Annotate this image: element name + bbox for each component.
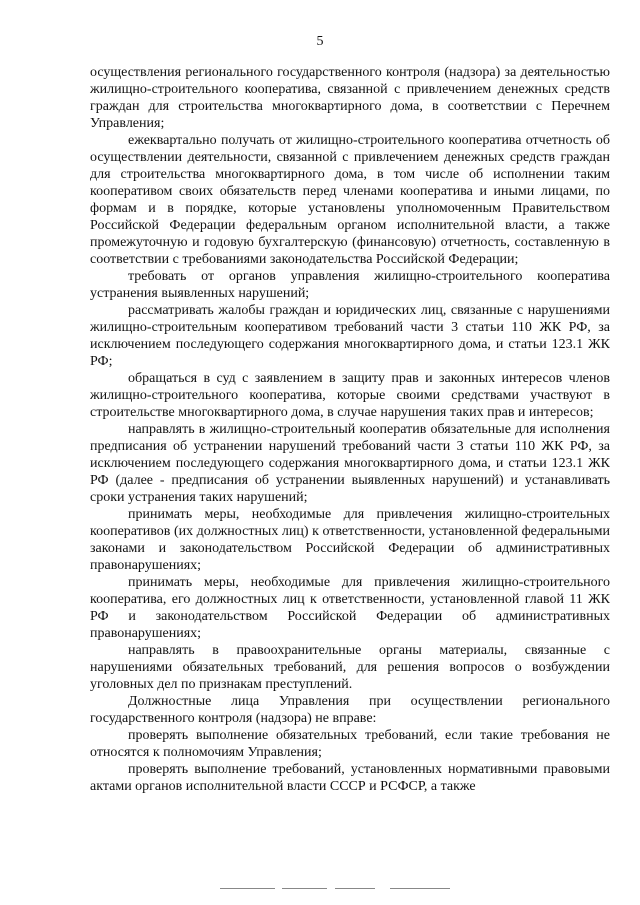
paragraph: осуществления регионального государственного контроля (надзора) за деятельностью жилищно-строительного кооператива, связанной с привлечением денежных средств граждан для строительства многоквартирного дома, в соответствии с Перечнем Управления; [90, 65, 610, 131]
paragraph: направлять в правоохранительные органы материалы, связанные с нарушениями обязательных требований, для решения вопросов о возбуждении уголовных дел по признакам преступлений. [90, 643, 610, 692]
page-number: 5 [316, 34, 324, 49]
document-body [90, 64, 610, 795]
paragraph: ежеквартально получать от жилищно-строительного кооператива отчетность об осуществлении деятельности, связанной с привлечением денежных средств граждан для строительства многоквартирного дома, в том числе об исполнении таким кооперативом своих обязательств перед членами кооператива и иными лицами, по формам и в порядке, которые установлены уполномоченным Правительством Российской Федерации федеральным органом исполнительной власти, а также промежуточную и годовую бухгалтерскую (финансовую) отчетность, составленную в соответствии с требованиями законодательства Российской Федерации; [90, 133, 610, 267]
paragraph: принимать меры, необходимые для привлечения жилищно-строительного кооператива, его должностных лиц к ответственности, установленной главой 11 ЖК РФ и законодательством Российской Федерации об административных правонарушениях; [90, 575, 610, 641]
paragraph: проверять выполнение требований, установленных нормативными правовыми актами органов исполнительной власти СССР и РСФСР, а также [90, 762, 610, 794]
paragraph: принимать меры, необходимые для привлечения жилищно-строительных кооперативов (их должностных лиц) к ответственности, установленной федеральными законами и законодательством Российской Федерации об административных правонарушениях; [90, 507, 610, 573]
paragraph: проверять выполнение обязательных требований, если такие требования не относятся к полномочиям Управления; [90, 728, 610, 760]
footer-scan-marks [220, 885, 450, 893]
paragraph: обращаться в суд с заявлением в защиту прав и законных интересов членов жилищно-строительного кооператива, которые своими средствами участвуют в строительстве многоквартирного дома, в случае нарушения таких прав и интересов; [90, 371, 610, 420]
paragraph: направлять в жилищно-строительный кооператив обязательные для исполнения предписания об устранении нарушений требований части 3 статьи 110 ЖК РФ, за исключением последующего содержания многоквартирного дома, и статьи 123.1 ЖК РФ (далее - предписания об устранении выявленных нарушений) и устанавливать сроки устранения таких нарушений; [90, 422, 610, 505]
paragraph: рассматривать жалобы граждан и юридических лиц, связанные с нарушениями жилищно-строительным кооперативом требований части 3 статьи 110 ЖК РФ, за исключением последующего содержания многоквартирного дома, и статьи 123.1 ЖК РФ; [90, 303, 610, 369]
paragraph: Должностные лица Управления при осуществлении регионального государственного контроля (надзора) не вправе: [90, 694, 610, 726]
paragraph: требовать от органов управления жилищно-строительного кооператива устранения выявленных нарушений; [90, 269, 610, 301]
